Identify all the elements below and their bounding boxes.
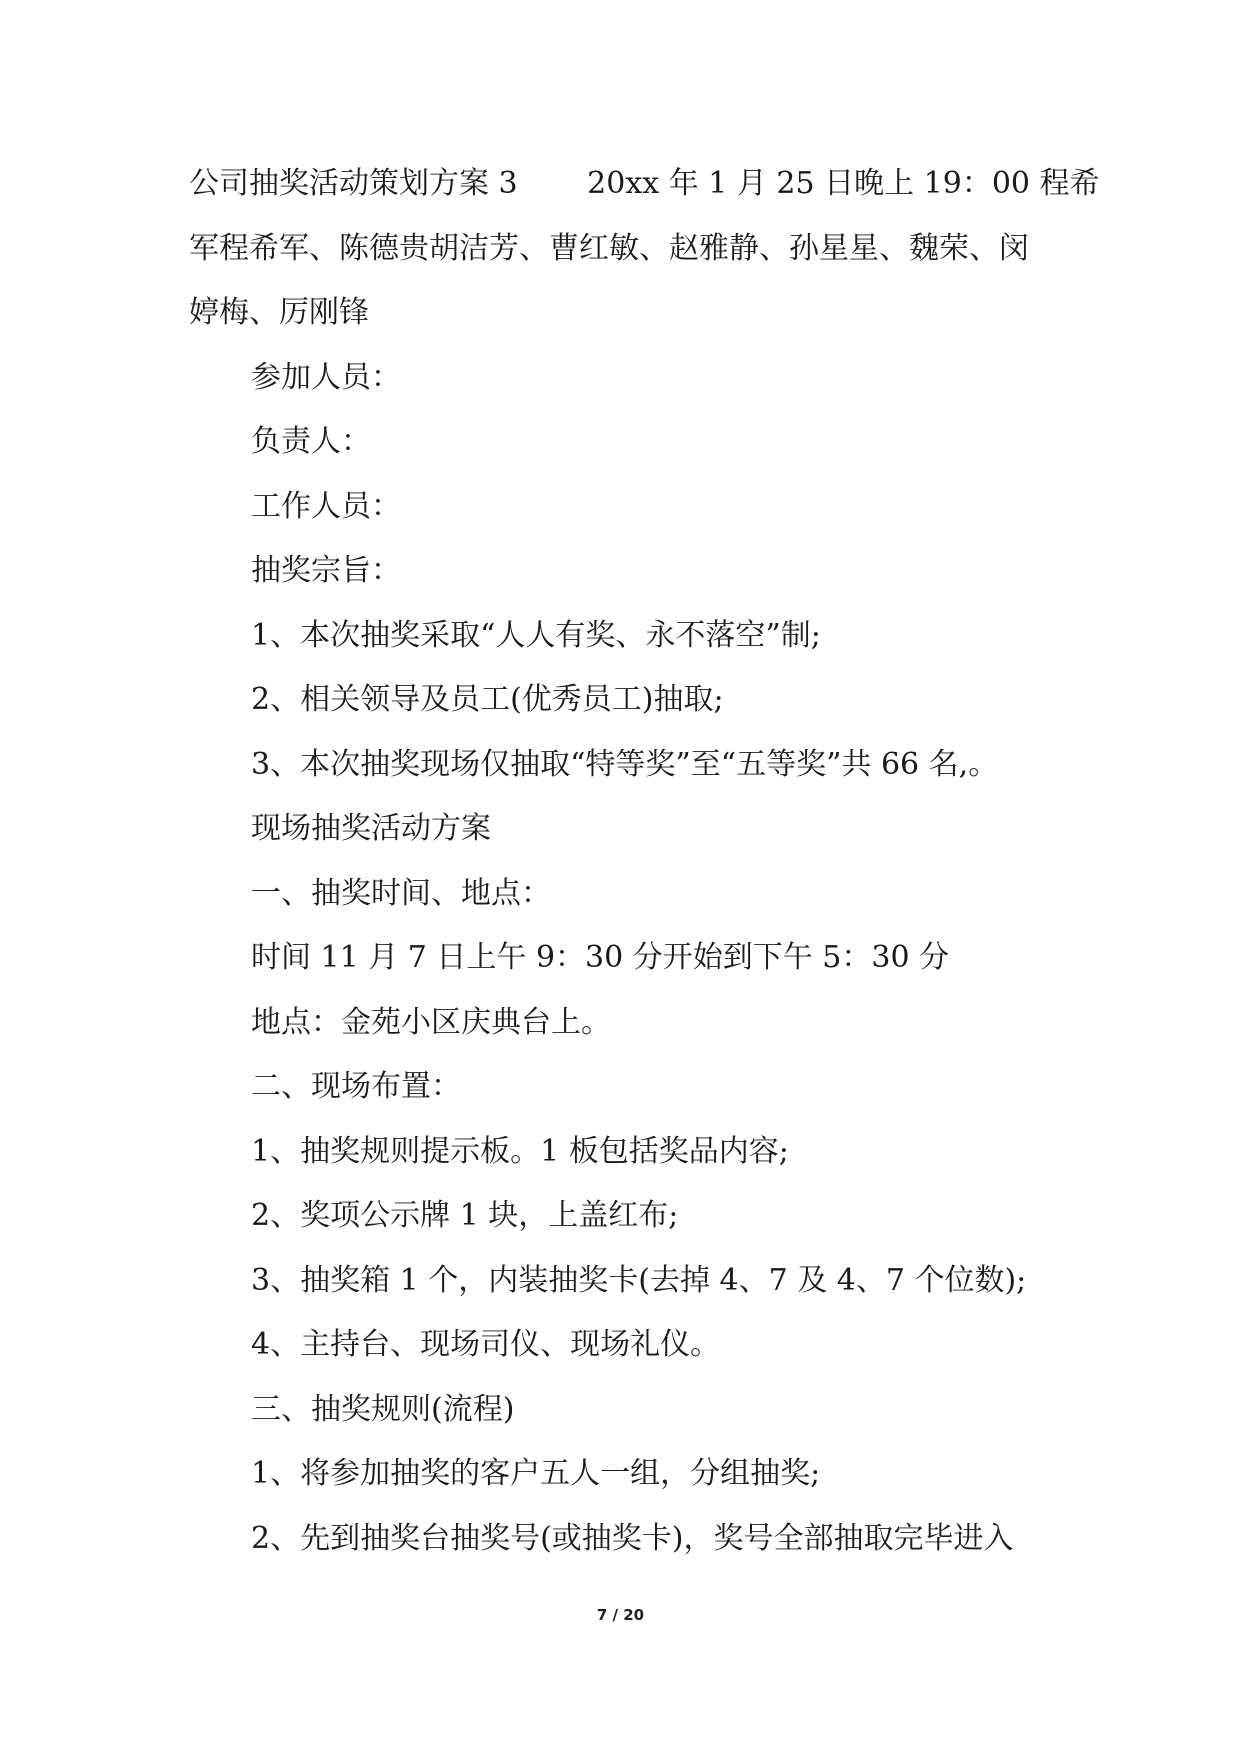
text-line: 时间 11 月 7 日上午 9：30 分开始到下午 5：30 分	[251, 940, 950, 975]
text-line: 3、抽奖箱 1 个，内装抽奖卡(去掉 4、7 及 4、7 个位数);	[251, 1262, 1027, 1298]
text-line: 抽奖宗旨：	[251, 553, 401, 588]
text-line: 参加人员：	[251, 359, 401, 395]
section-heading: 现场抽奖活动方案	[251, 811, 491, 846]
text-line: 4、主持台、现场司仪、现场礼仪。	[251, 1327, 721, 1362]
text-line: 公司抽奖活动策划方案 3 20xx 年 1 月 25 日晚上 19：00 程希	[189, 166, 1100, 201]
text-line: 1、本次抽奖采取“人人有奖、永不落空”制;	[251, 617, 821, 653]
text-line: 2、奖项公示牌 1 块，上盖红布;	[251, 1198, 679, 1233]
section-heading: 二、现场布置：	[251, 1069, 461, 1104]
document-body	[189, 152, 1100, 1571]
text-line: 地点：金苑小区庆典台上。	[251, 1004, 611, 1040]
text-line: 婷梅、厉刚锋	[189, 295, 369, 330]
section-heading: 一、抽奖时间、地点：	[251, 875, 551, 911]
text-line: 1、抽奖规则提示板。1 板包括奖品内容;	[251, 1133, 789, 1169]
section-heading: 三、抽奖规则(流程)	[251, 1391, 515, 1427]
text-line: 2、相关领导及员工(优秀员工)抽取;	[251, 682, 724, 717]
text-line: 负责人：	[251, 424, 371, 459]
text-line: 3、本次抽奖现场仅抽取“特等奖”至“五等奖”共 66 名,。	[251, 746, 999, 782]
page-number: 7 / 20	[596, 1606, 645, 1624]
text-line: 工作人员：	[251, 488, 401, 524]
text-line: 2、先到抽奖台抽奖号(或抽奖卡)，奖号全部抽取完毕进入	[251, 1520, 1014, 1556]
text-line: 军程希军、陈德贵胡洁芳、曹红敏、赵雅静、孙星星、魏荣、闵	[189, 230, 1029, 266]
text-line: 1、将参加抽奖的客户五人一组，分组抽奖;	[251, 1456, 821, 1491]
